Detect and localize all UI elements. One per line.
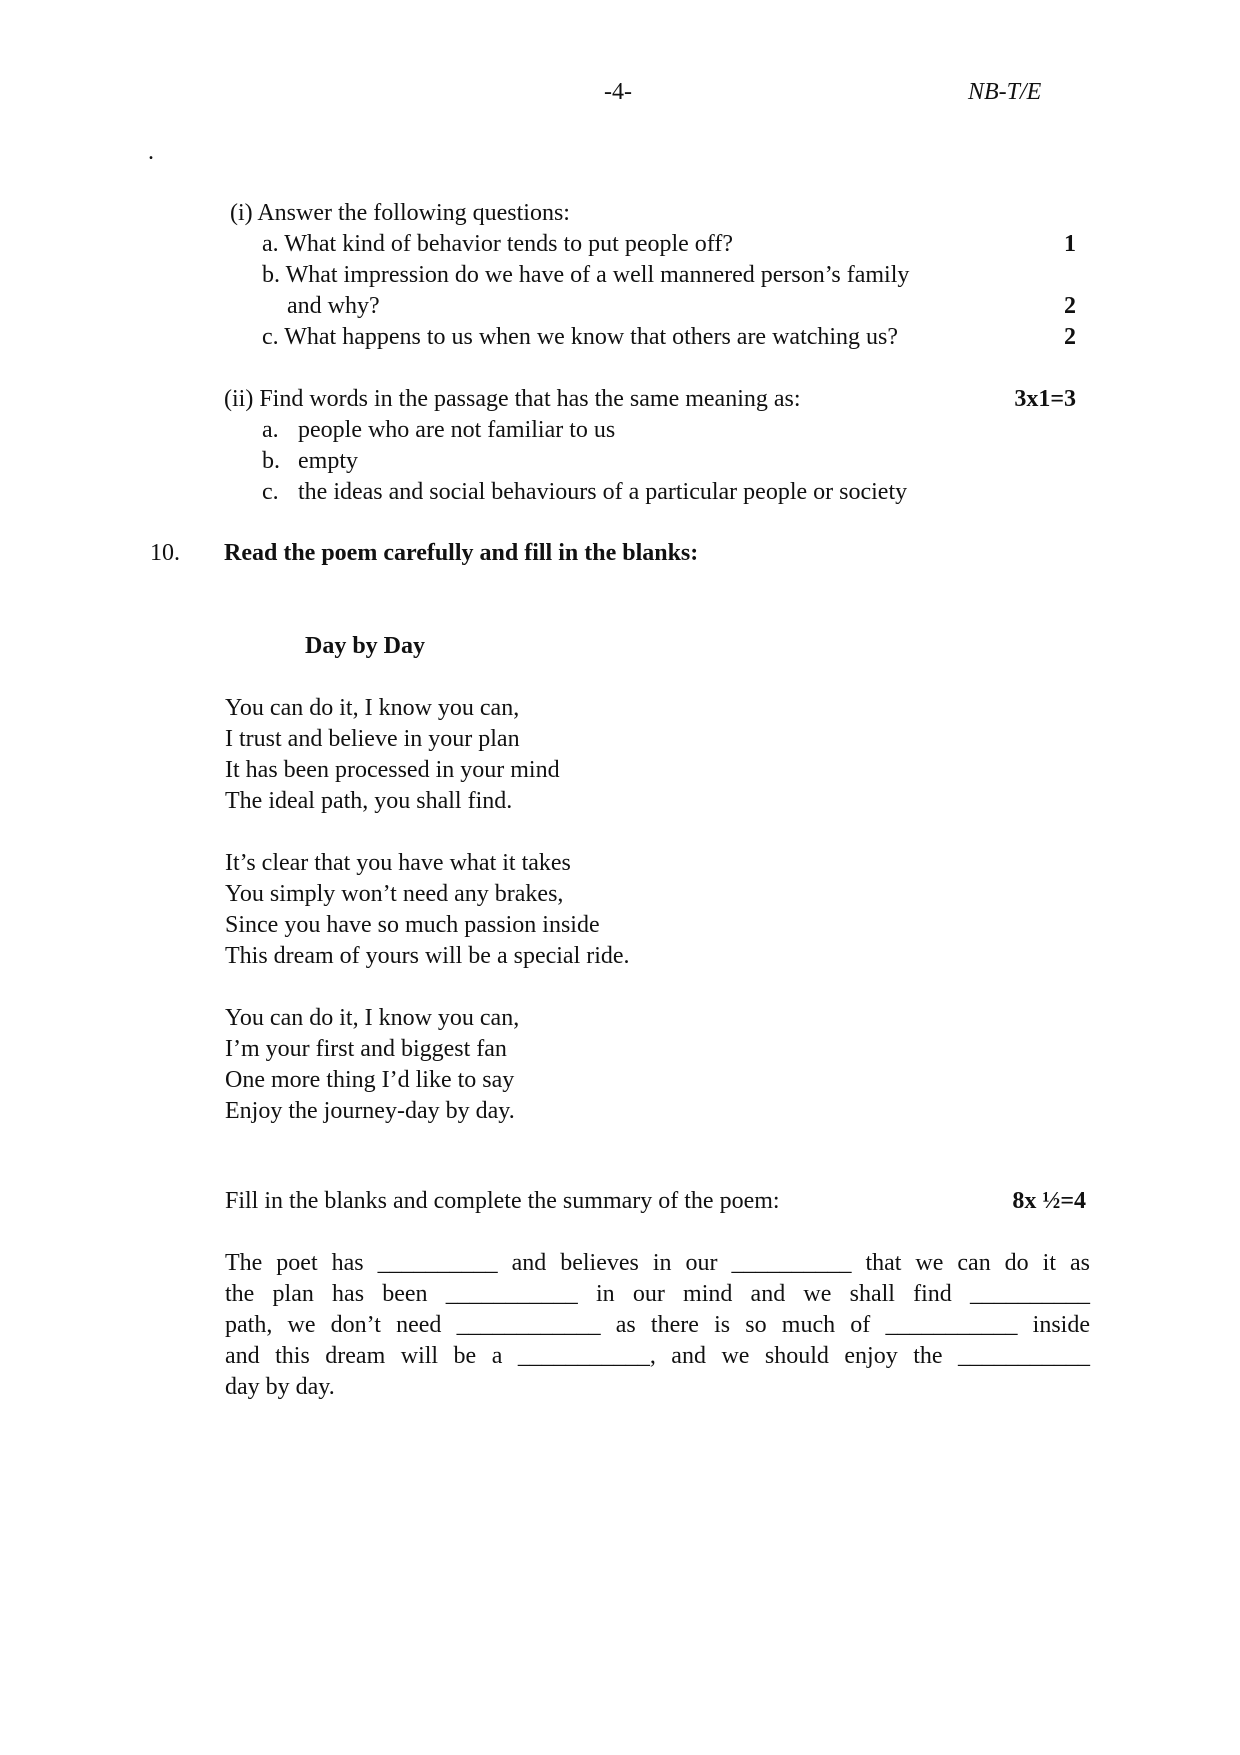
item-c-text: the ideas and social behaviours of a particular people or society: [298, 479, 908, 505]
item-b-text: empty: [298, 448, 358, 474]
question-b-continued: and why?: [287, 293, 380, 319]
poem-line: I trust and believe in your plan: [225, 726, 520, 752]
poem-title: Day by Day: [305, 633, 426, 659]
item-a-letter: a.: [262, 417, 279, 443]
item-a-text: people who are not familiar to us: [298, 417, 616, 443]
part-ii-heading: (ii) Find words in the passage that has the same meaning as:: [224, 386, 801, 412]
summary-last-line: day by day.: [225, 1374, 335, 1400]
summary-line: The poet has __________ and believes in our __________ that we can do it as: [225, 1250, 1090, 1276]
question-10-number: 10.: [150, 540, 180, 566]
poem-line: It’s clear that you have what it takes: [225, 850, 571, 876]
poem-line: One more thing I’d like to say: [225, 1067, 515, 1093]
page-number: -4-: [604, 79, 632, 105]
question-c: c. What happens to us when we know that others are watching us?: [262, 324, 899, 350]
paper-code: NB-T/E: [968, 79, 1042, 105]
part-ii-marks: 3x1=3: [1014, 386, 1076, 412]
poem-line: I’m your first and biggest fan: [225, 1036, 507, 1062]
poem-line: You can do it, I know you can,: [225, 695, 520, 721]
item-b-letter: b.: [262, 448, 280, 474]
question-a: a. What kind of behavior tends to put people off?: [262, 231, 733, 257]
question-a-marks: 1: [1064, 231, 1076, 257]
poem-line: You can do it, I know you can,: [225, 1005, 520, 1031]
poem-line: This dream of yours will be a special ride.: [225, 943, 630, 969]
poem-line: The ideal path, you shall find.: [225, 788, 513, 814]
item-c-letter: c.: [262, 479, 279, 505]
poem-line: Enjoy the journey-day by day.: [225, 1098, 515, 1124]
poem-line: It has been processed in your mind: [225, 757, 560, 783]
question-10-instruction: Read the poem carefully and fill in the blanks:: [224, 540, 699, 566]
part-i-heading: (i) Answer the following questions:: [230, 200, 570, 226]
question-b-marks: 2: [1064, 293, 1076, 319]
summary-marks: 8x ½=4: [1012, 1188, 1086, 1214]
summary-instruction: Fill in the blanks and complete the summary of the poem:: [225, 1188, 780, 1214]
summary-line: and this dream will be a ___________, and we should enjoy the ___________: [225, 1343, 1090, 1369]
poem-line: You simply won’t need any brakes,: [225, 881, 564, 907]
summary-line: path, we don’t need ____________ as there is so much of ___________ inside: [225, 1312, 1090, 1338]
summary-line: the plan has been ___________ in our mind and we shall find __________: [225, 1281, 1090, 1307]
question-c-marks: 2: [1064, 324, 1076, 350]
stray-dot: .: [148, 139, 154, 165]
question-b: b. What impression do we have of a well mannered person’s family: [262, 262, 910, 288]
poem-line: Since you have so much passion inside: [225, 912, 600, 938]
